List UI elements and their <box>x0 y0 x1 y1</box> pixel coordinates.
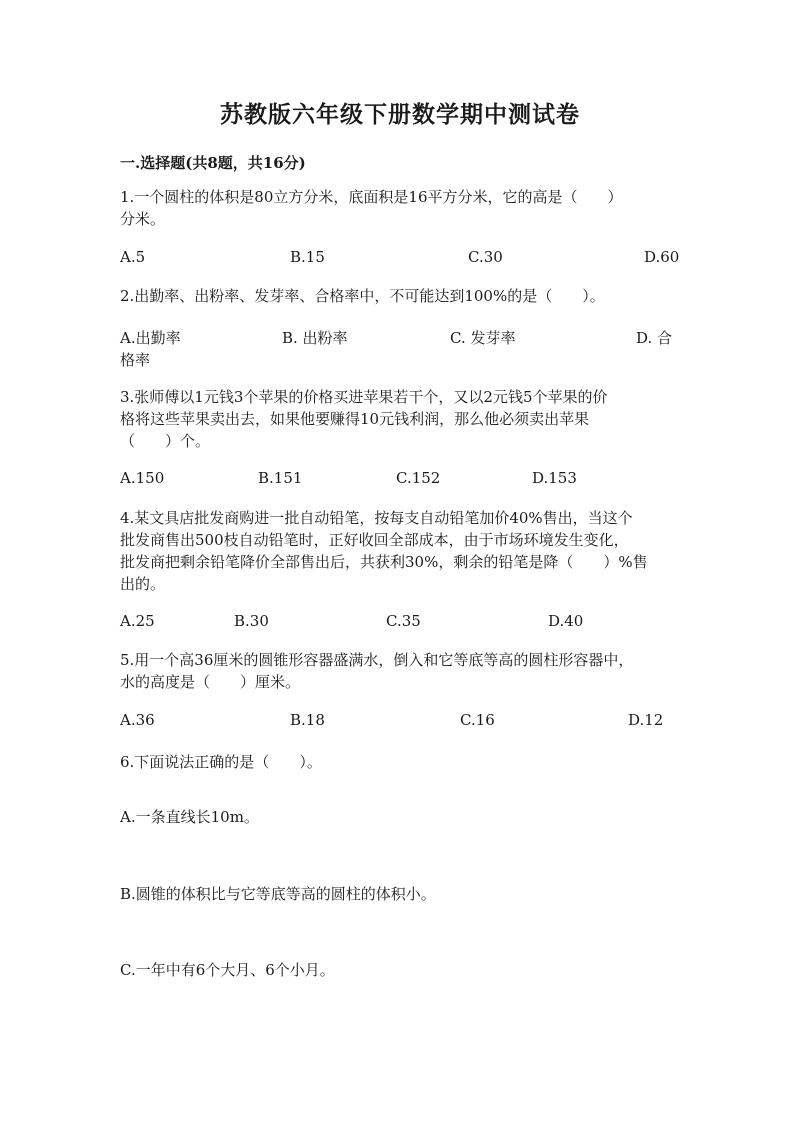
question-6 <box>120 751 680 773</box>
option-c[interactable]: C.30 <box>468 248 503 266</box>
option-b[interactable]: B.15 <box>290 248 325 266</box>
option-a[interactable]: A.36 <box>120 711 155 729</box>
question-text-line: 批发商把剩余铅笔降价全部售出后，共获利30%，剩余的铅笔是降（ ）%售 <box>120 553 648 571</box>
option-a[interactable]: A.25 <box>120 612 155 630</box>
option-b[interactable]: B.30 <box>234 612 269 630</box>
option-a[interactable]: A.一条直线长10m。 <box>120 808 259 826</box>
option-d[interactable]: D.60 <box>644 248 680 266</box>
options-row <box>120 469 680 491</box>
option-b[interactable]: B.151 <box>258 469 303 487</box>
question-text-line: 2.出勤率、出粉率、发芽率、合格率中，不可能达到100%的是（ ）。 <box>120 287 605 305</box>
question-2 <box>120 285 680 307</box>
question-text-line: 4.某文具店批发商购进一批自动铅笔，按每支自动铅笔加价40%售出，当这个 <box>120 509 633 527</box>
option-a[interactable]: A.150 <box>120 469 165 487</box>
question-text-line: 1.一个圆柱的体积是80立方分米，底面积是16平方分米，它的高是（ ） <box>120 188 623 206</box>
option-d[interactable]: D.12 <box>628 711 664 729</box>
option-d[interactable]: D. 合 <box>636 329 673 347</box>
option-c[interactable]: C.152 <box>396 469 441 487</box>
question-text-line: 水的高度是（ ）厘米。 <box>120 673 301 691</box>
option-c[interactable]: C.16 <box>460 711 495 729</box>
section-heading: 一.选择题(共8题，共16分) <box>120 154 306 172</box>
question-3 <box>120 386 680 452</box>
option-c[interactable]: C.一年中有6个大月、6个小月。 <box>120 961 335 979</box>
option-d-continuation: 格率 <box>120 351 151 369</box>
question-text-line: 分米。 <box>120 210 166 228</box>
question-text-line: 格将这些苹果卖出去，如果他要赚得10元钱利润，那么他必须卖出苹果 <box>120 410 590 428</box>
option-b[interactable]: B.圆锥的体积比与它等底等高的圆柱的体积小。 <box>120 885 436 903</box>
option-c[interactable]: C. 发芽率 <box>450 329 516 347</box>
option-d[interactable]: D.153 <box>532 469 577 487</box>
option-a[interactable]: A.5 <box>120 248 146 266</box>
option-b[interactable]: B. 出粉率 <box>282 329 348 347</box>
option-a[interactable]: A.出勤率 <box>120 329 181 347</box>
question-text-line: 6.下面说法正确的是（ ）。 <box>120 753 322 771</box>
option-d[interactable]: D.40 <box>548 612 584 630</box>
question-text-line: （ ）个。 <box>120 432 211 450</box>
question-text-line: 3.张师傅以1元钱3个苹果的价格买进苹果若干个，又以2元钱5个苹果的价 <box>120 388 608 406</box>
question-text-line: 出的。 <box>120 575 166 593</box>
question-4 <box>120 507 680 595</box>
options-row <box>120 248 680 270</box>
options-row <box>120 711 680 733</box>
page-title: 苏教版六年级下册数学期中测试卷 <box>220 101 580 128</box>
question-5 <box>120 649 680 693</box>
option-b[interactable]: B.18 <box>290 711 325 729</box>
options-row <box>120 612 680 634</box>
question-1 <box>120 186 680 230</box>
options-row <box>120 327 680 349</box>
option-c[interactable]: C.35 <box>386 612 421 630</box>
question-text-line: 5.用一个高36厘米的圆锥形容器盛满水，倒入和它等底等高的圆柱形容器中， <box>120 651 634 669</box>
question-text-line: 批发商售出500枝自动铅笔时，正好收回全部成本，由于市场环境发生变化， <box>120 531 629 549</box>
